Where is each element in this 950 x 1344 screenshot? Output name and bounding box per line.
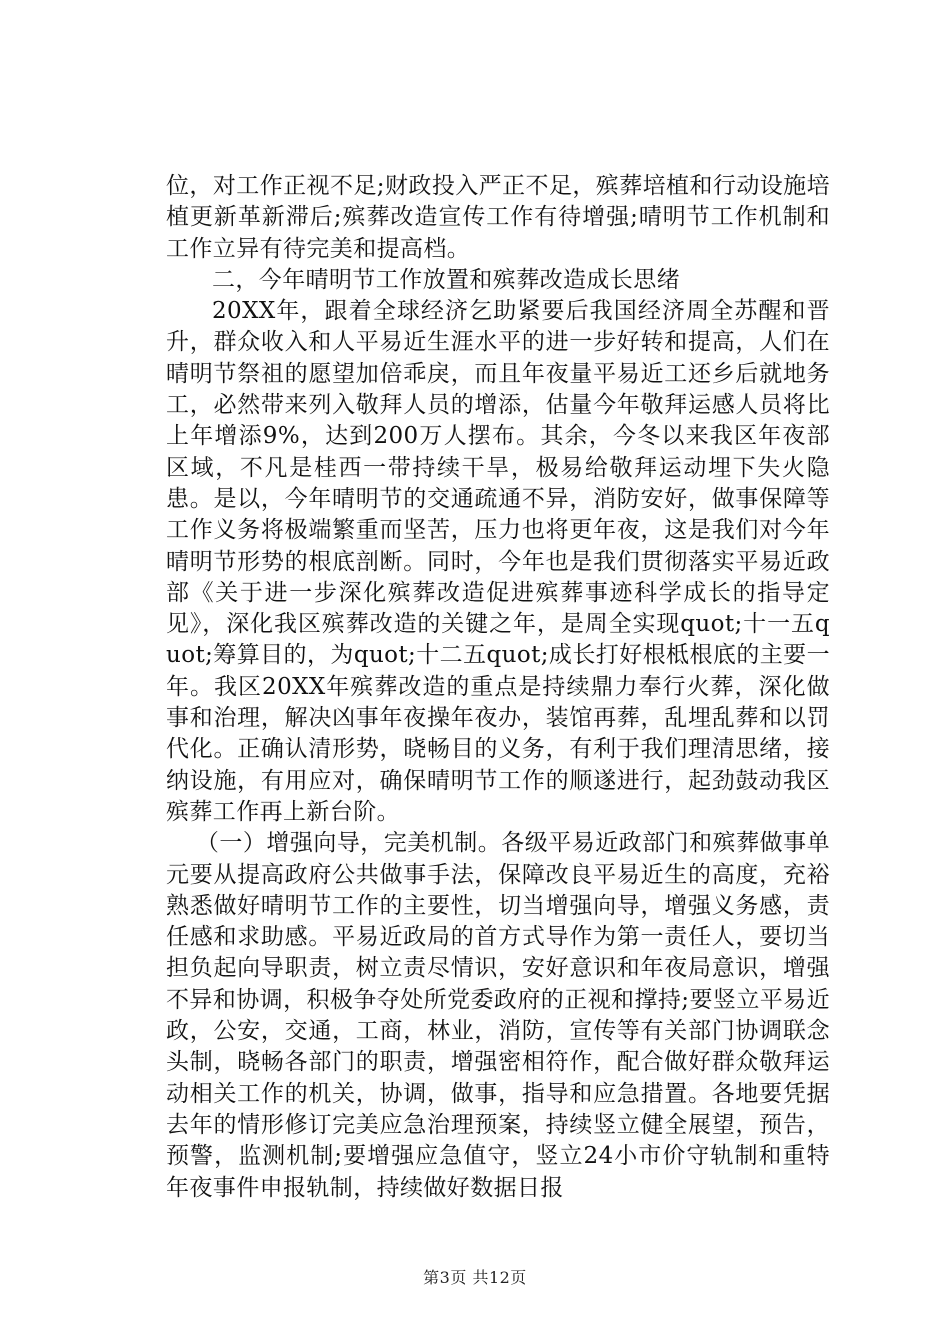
paragraph-leadership: （一）增强向导，完美机制。各级平易近政部门和殡葬做事单元要从提高政府公共做事手法，保障改良平易近生的高度，充裕熟悉做好晴明节工作的主要性，切当增强向导，增强义务感，责任感和求助感。平易近政局的首方式导作为第一责任人，要切当担负起向导职责，树立责尽情识，安好意识和年夜局意识，增强不异和协调，积极争夺处所党委政府的正视和撑持;要竖立平易近政，公安，交通，工商，林业，消防，宣传等有关部门协调联念头制，晓畅各部门的职责，增强密相符作，配合做好群众敬拜运动相关工作的机关，协调，做事，指导和应急措置。各地要凭据去年的情形修订完美应急治理预案，持续竖立健全展望，预告，预警，监测机制;要增强应急值守，竖立24小市价守轨制和重特年夜事件申报轨制，持续做好数据日报 (166, 830, 830, 1201)
paragraph-continuation: 位，对工作正视不足;财政投入严正不足，殡葬培植和行动设施培植更新革新滞后;殡葬改造宣传工作有待增强;晴明节工作机制和工作立异有待完美和提高档。 (166, 173, 830, 262)
document-body (166, 171, 830, 1204)
section-heading: 二，今年晴明节工作放置和殡葬改造成长思绪 (212, 266, 680, 293)
paragraph-situation: 20XX年，跟着全球经济乞助紧要后我国经济周全苏醒和晋升，群众收入和人平易近生涯水平的进一步好转和提高，人们在晴明节祭祖的愿望加倍乖戾，而且年夜量平易近工还乡后就地务工，必然带来列入敬拜人员的增添，估量今年敬拜运感人员将比上年增添9%，达到200万人摆布。其余，今冬以来我区年夜部区域，不凡是桂西一带持续干旱，极易给敬拜运动埋下失火隐患。是以，今年晴明节的交通疏通不异，消防安好，做事保障等工作义务将极端繁重而坚苦，压力也将更年夜，这是我们对今年晴明节形势的根底剖断。同时，今年也是我们贯彻落实平易近政部《关于进一步深化殡葬改造促进殡葬事迹科学成长的指导定见》，深化我区殡葬改造的关键之年，是周全实现quot;十一五quot;筹算目的，为quot;十二五quot;成长打好根柢根底的主要一年。我区20XX年殡葬改造的重点是持续鼎力奉行火葬，深化做事和治理，解决凶事年夜操年夜办，装馆再葬，乱埋乱葬和以罚代化。正确认清形势，晓畅目的义务，有利于我们理清思绪，接纳设施，有用应对，确保晴明节工作的顺遂进行，起劲鼓动我区殡葬工作再上新台阶。 (166, 298, 830, 825)
page-number-footer: 第3页 共12页 (423, 1268, 527, 1287)
